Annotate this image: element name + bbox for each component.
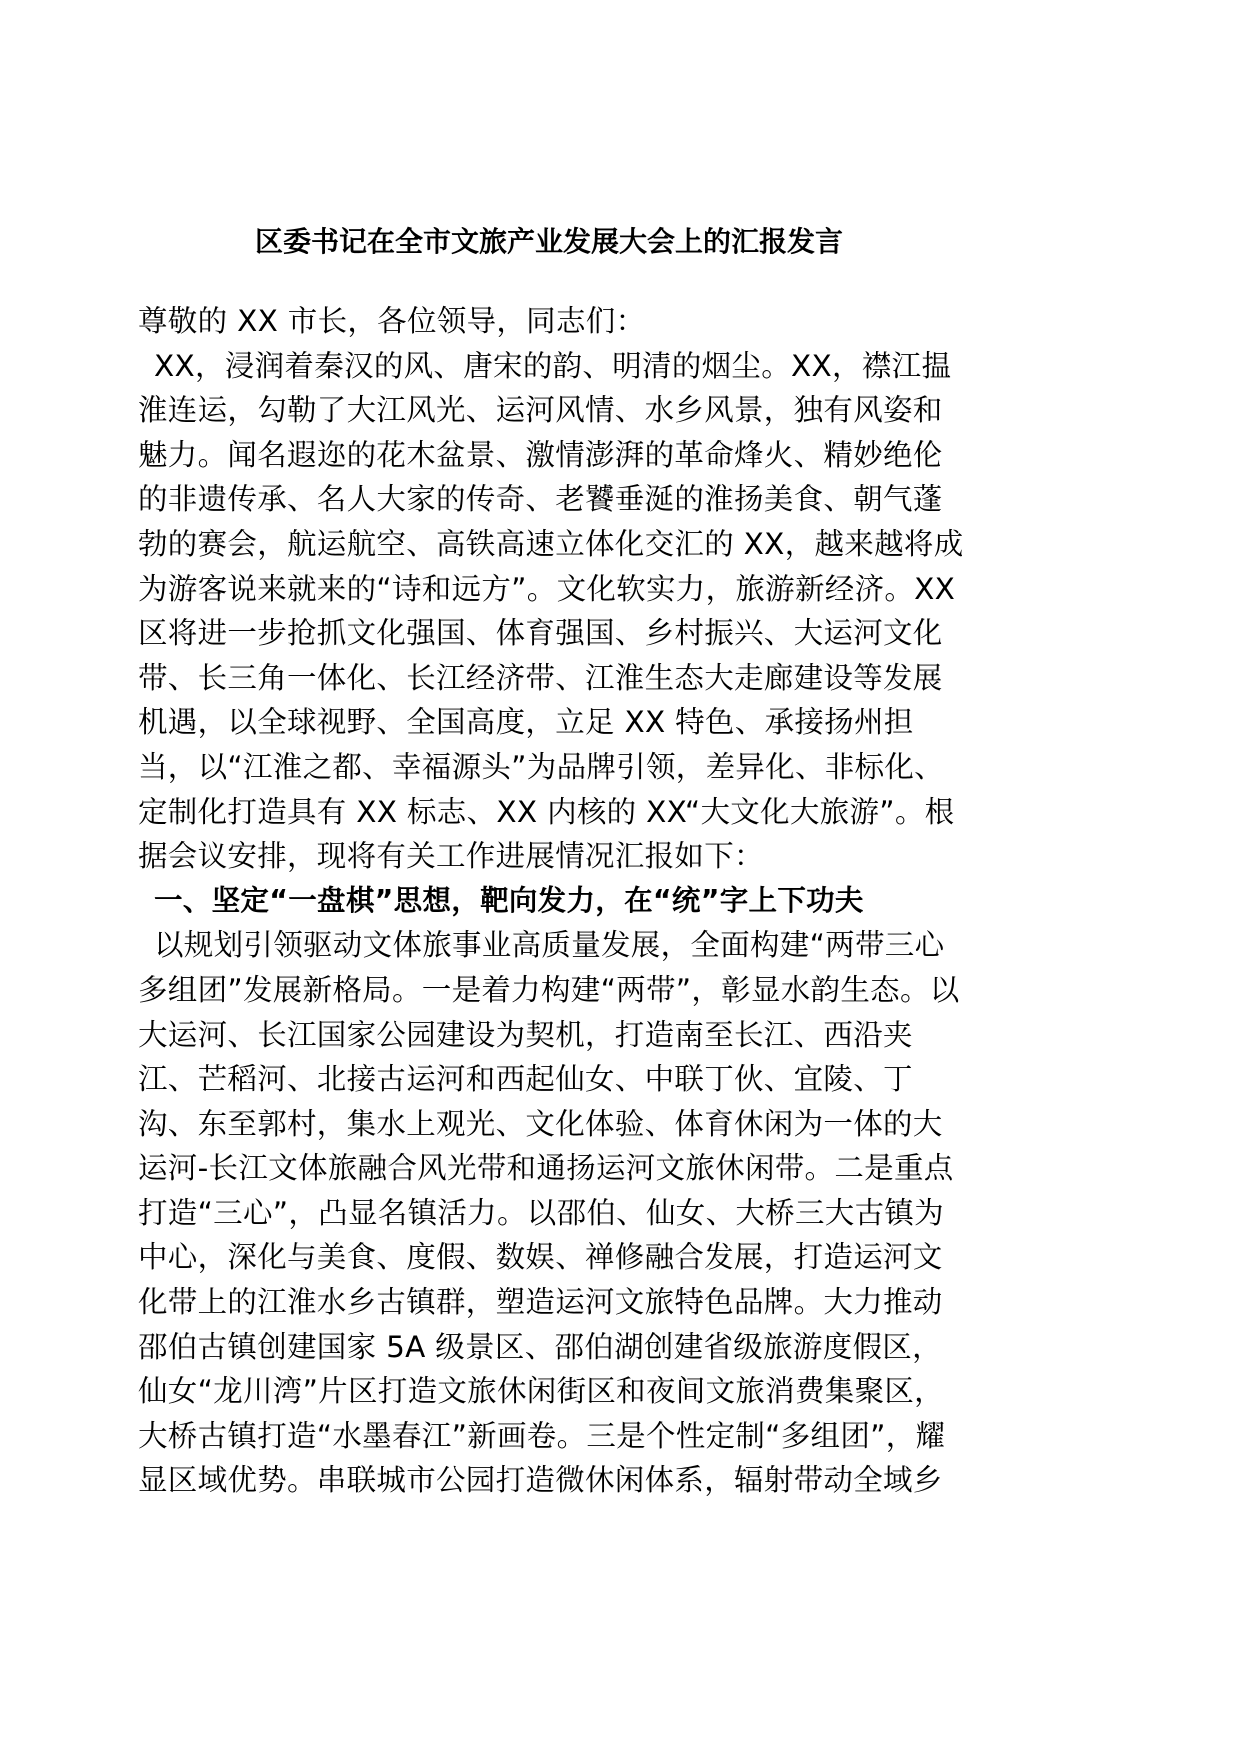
text-line: 中心，深化与美食、度假、数娱、禅修融合发展，打造运河文 (138, 1240, 943, 1275)
text-line: 带、长三角一体化、长江经济带、江淮生态大走廊建设等发展 (138, 660, 943, 695)
text-line: 尊敬的 XX 市长，各位领导，同志们： (138, 304, 646, 338)
text-line: 据会议安排，现将有关工作进展情况汇报如下： (138, 839, 764, 874)
text-line: 以规划引领驱动文体旅事业高质量发展，全面构建“两带三心 (154, 928, 945, 963)
text-line: 显区域优势。串联城市公园打造微休闲体系，辐射带动全域乡 (138, 1463, 943, 1498)
text-line: 魅力。闻名遐迩的花木盆景、激情澎湃的革命烽火、精妙绝伦 (138, 437, 943, 472)
text-line: 大运河、长江国家公园建设为契机，打造南至长江、西沿夹 (138, 1017, 913, 1052)
text-line: 定制化打造具有 XX 标志、XX 内核的 XX“大文化大旅游”。根 (138, 794, 955, 829)
text-line: 淮连运，勾勒了大江风光、运河风情、水乡风景，独有风姿和 (138, 393, 943, 428)
text-line: 邵伯古镇创建国家 5A 级景区、邵伯湖创建省级旅游度假区， (138, 1329, 942, 1364)
text-line: 机遇，以全球视野、全国高度，立足 XX 特色、承接扬州担 (138, 705, 914, 740)
document-body (138, 299, 968, 1503)
document-title: 区委书记在全市文旅产业发展大会上的汇报发言 (254, 225, 843, 258)
text-line: 仙女“龙川湾”片区打造文旅休闲街区和夜间文旅消费集聚区， (138, 1374, 944, 1409)
text-line: 区将进一步抢抓文化强国、体育强国、乡村振兴、大运河文化 (138, 616, 943, 651)
text-line: 打造“三心”，凸显名镇活力。以邵伯、仙女、大桥三大古镇为 (138, 1195, 944, 1230)
text-line: 运河-长江文体旅融合风光带和通扬运河文旅休闲带。二是重点 (138, 1151, 954, 1186)
text-line: 沟、东至郭村，集水上观光、文化体验、体育休闲为一体的大 (138, 1106, 943, 1141)
text-line: 勃的赛会，航运航空、高铁高速立体化交汇的 XX，越来越将成 (138, 526, 964, 561)
text-line: 当，以“江淮之都、幸福源头”为品牌引领，差异化、非标化、 (138, 749, 944, 784)
text-line: 为游客说来就来的“诗和远方”。文化软实力，旅游新经济。XX (138, 571, 956, 606)
text-line: 化带上的江淮水乡古镇群，塑造运河文旅特色品牌。大力推动 (138, 1285, 943, 1320)
text-line: 江、芒稻河、北接古运河和西起仙女、中联丁伙、宜陵、丁 (138, 1062, 913, 1097)
text-line: 的非遗传承、名人大家的传奇、老饕垂涎的淮扬美食、朝气蓬 (138, 482, 943, 517)
text-line: 多组团”发展新格局。一是着力构建“两带”，彰显水韵生态。以 (138, 972, 960, 1007)
text-line: 大桥古镇打造“水墨春江”新画卷。三是个性定制“多组团”，耀 (138, 1418, 946, 1453)
section-heading: 一、坚定“一盘棋”思想，靶向发力，在“统”字上下功夫 (154, 883, 864, 917)
text-line: XX，浸润着秦汉的风、唐宋的韵、明清的烟尘。XX，襟江揾 (154, 348, 952, 383)
